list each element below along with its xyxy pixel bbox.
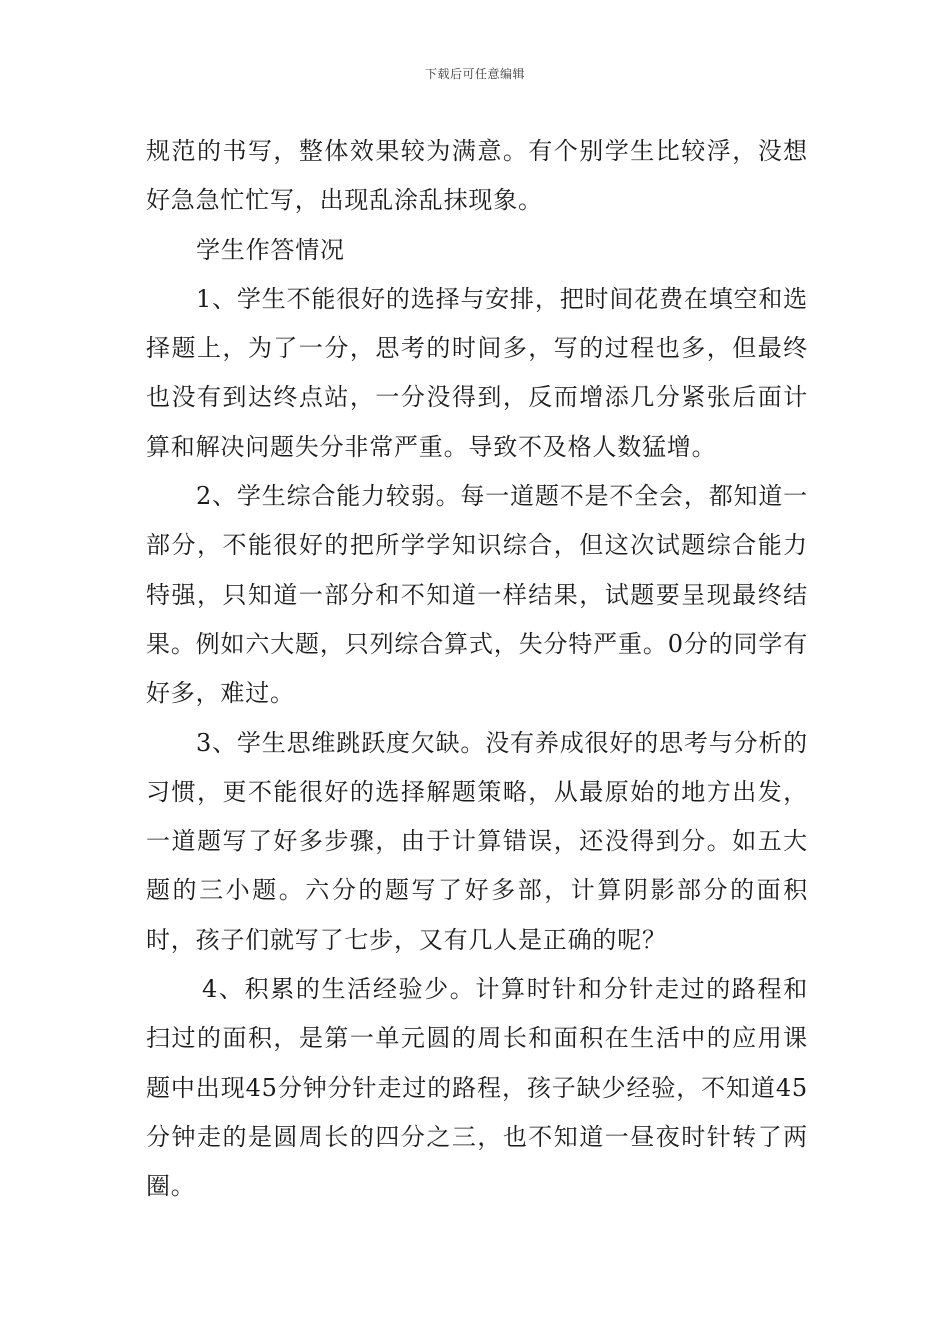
- paragraph-point-4: 4、积累的生活经验少。计算时针和分针走过的路程和扫过的面积，是第一单元圆的周长和面积在生活中的应用课题中出现45分钟分针走过的路程，孩子缺少经验，不知道45分钟走的是圆周长的四分之三，也不知道一昼夜时针转了两圈。: [146, 975, 808, 1201]
- paragraph-point-2: 2、学生综合能力较弱。每一道题不是不全会，都知道一部分，不能很好的把所学学知识综合，但这次试题综合能力特强，只知道一部分和不知道一样结果，试题要呈现最终结果。例如六大题，只列综合算式，失分特严重。0分的同学有好多，难过。: [146, 482, 808, 708]
- paragraph-continuation: 规范的书写，整体效果较为满意。有个别学生比较浮，没想好急急忙忙写，出现乱涂乱抹现象。: [146, 137, 808, 215]
- paragraph-point-3: 3、学生思维跳跃度欠缺。没有养成很好的思考与分析的习惯，更不能很好的选择解题策略，从最原始的地方出发，一道题写了好多步骤，由于计算错误，还没得到分。如五大题的三小题。六分的题写了好多部，计算阴影部分的面积时，孩子们就写了七步，又有几人是正确的呢？: [146, 728, 808, 954]
- paragraph-point-1: 1、学生不能很好的选择与安排，把时间花费在填空和选择题上，为了一分，思考的时间多，写的过程也多，但最终也没有到达终点站，一分没得到，反而增添几分紧张后面计算和解决问题失分非常严重。导致不及格人数猛增。: [146, 284, 808, 461]
- document-body: [146, 127, 808, 1212]
- page-header: 下载后可任意编辑: [424, 67, 525, 81]
- section-heading: 学生作答情况: [196, 235, 345, 264]
